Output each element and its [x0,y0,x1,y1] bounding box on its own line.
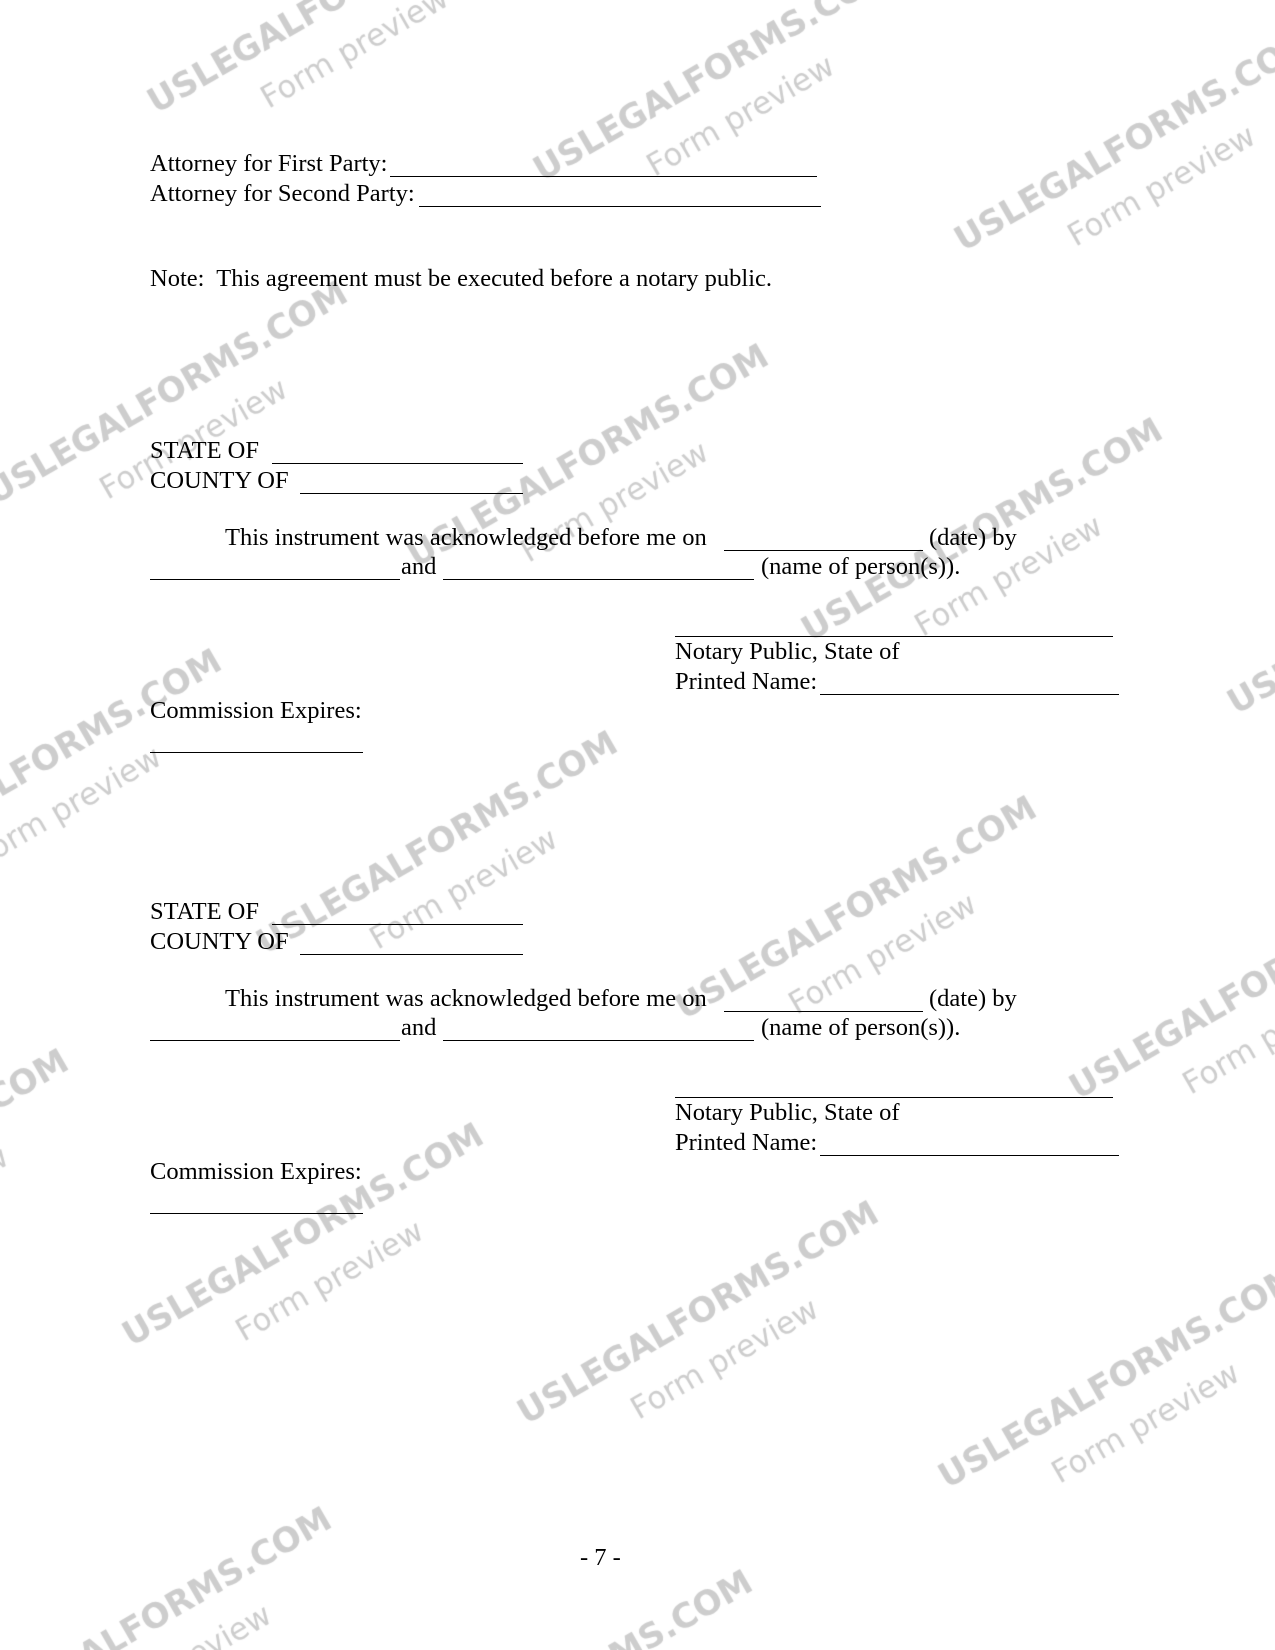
attorney-second-party-label: Attorney for Second Party: [150,180,415,207]
acknowledgment-block-2 [0,898,1275,1228]
person-two-blank [443,1040,754,1041]
commission-expires-blank [150,1213,363,1214]
county-line [0,467,1275,495]
acknowledgment-statement: This instrument was acknowledged before me on [225,985,707,1012]
attorney-second-party-blank [419,206,821,207]
date-suffix: (date) by [929,985,1017,1012]
person-one-blank [150,1040,400,1041]
commission-expires-label: Commission Expires: [150,697,362,724]
persons-line [0,553,1275,581]
state-blank [272,924,523,925]
notary-note: Note: This agreement must be executed before a notary public. [150,265,773,292]
printed-name-line [0,1129,1275,1157]
persons-line [0,1014,1275,1042]
county-blank [300,493,523,494]
acknowledgment-statement-line [0,985,1275,1013]
printed-name-label: Printed Name: [675,1129,818,1156]
acknowledgment-statement: This instrument was acknowledged before me on [225,524,707,551]
date-blank [724,550,923,551]
county-blank [300,954,523,955]
state-label: STATE OF [150,898,259,925]
county-label: COUNTY OF [150,467,289,494]
persons-suffix: (name of person(s)). [761,553,961,580]
person-one-blank [150,579,400,580]
commission-expires-line [0,1158,1275,1186]
state-line [0,437,1275,465]
county-label: COUNTY OF [150,928,289,955]
commission-expires-line [0,697,1275,725]
page-footer [0,1544,1275,1572]
acknowledgment-statement-line [0,524,1275,552]
notary-signature-line [675,636,1113,637]
attorney-first-party-label: Attorney for First Party: [150,150,388,177]
state-blank [272,463,523,464]
notary-note-line [0,265,1275,293]
attorney-first-party-blank [390,176,817,177]
printed-name-blank [820,1155,1119,1156]
person-two-blank [443,579,754,580]
conjunction-and: and [401,1014,437,1041]
persons-suffix: (name of person(s)). [761,1014,961,1041]
date-blank [724,1011,923,1012]
notary-state-line [0,1099,1275,1127]
attorney-first-party-line [0,150,1275,178]
page-number: - 7 - [580,1544,621,1571]
commission-expires-label: Commission Expires: [150,1158,362,1185]
commission-expires-blank [150,752,363,753]
state-label: STATE OF [150,437,259,464]
conjunction-and: and [401,553,437,580]
printed-name-line [0,668,1275,696]
printed-name-label: Printed Name: [675,668,818,695]
attorney-second-party-line [0,180,1275,208]
notary-signature-line [675,1097,1113,1098]
notary-public-label: Notary Public, State of [675,638,900,665]
state-line [0,898,1275,926]
acknowledgment-block-1 [0,437,1275,767]
county-line [0,928,1275,956]
date-suffix: (date) by [929,524,1017,551]
notary-state-line [0,638,1275,666]
notary-public-label: Notary Public, State of [675,1099,900,1126]
printed-name-blank [820,694,1119,695]
